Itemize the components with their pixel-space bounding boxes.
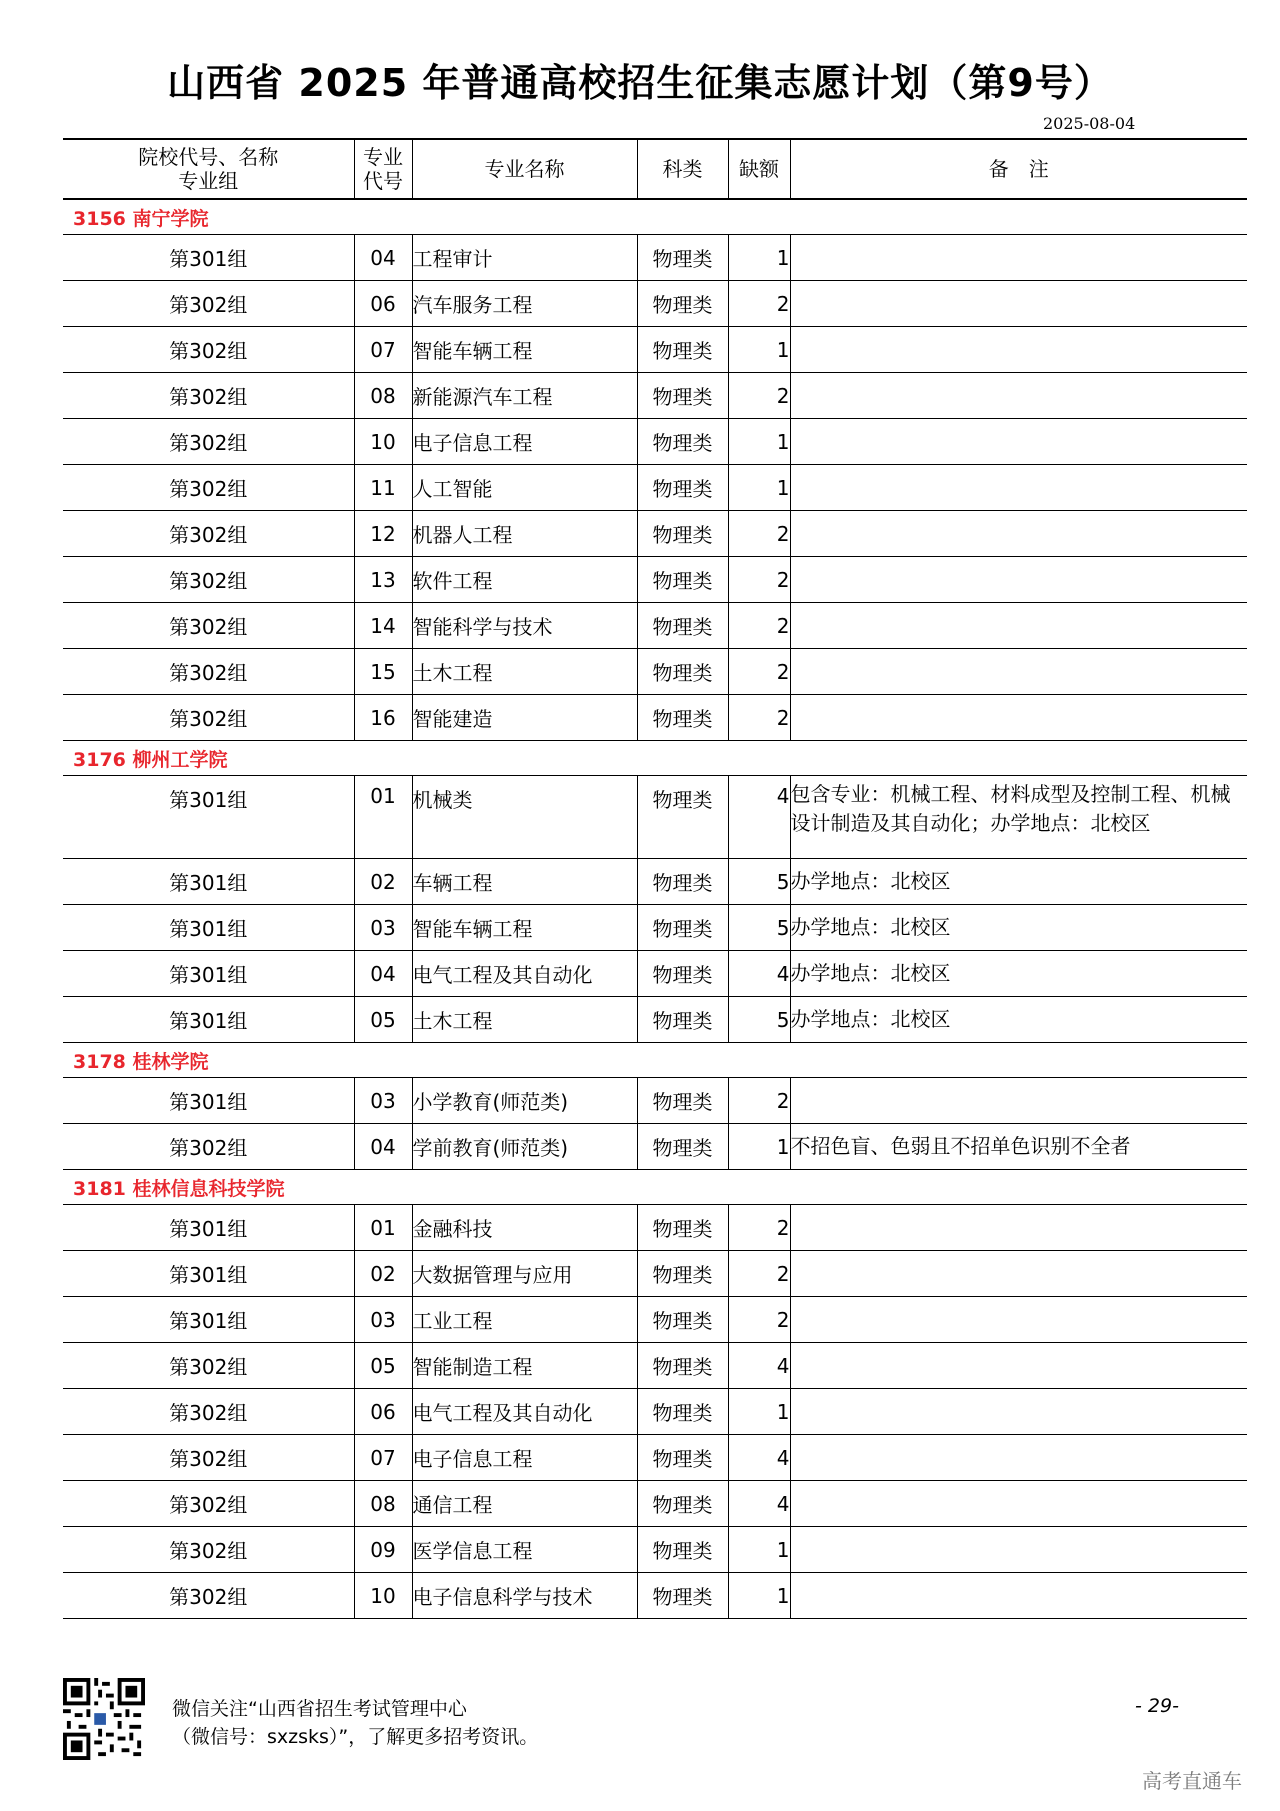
group-cell: 第302组 xyxy=(63,649,354,695)
table-row xyxy=(63,1078,1247,1124)
group-cell: 第302组 xyxy=(63,373,354,419)
note-cell xyxy=(790,281,1247,327)
code-cell: 14 xyxy=(354,603,412,649)
note-cell xyxy=(790,419,1247,465)
category-cell: 物理类 xyxy=(637,419,728,465)
code-cell: 04 xyxy=(354,1124,412,1170)
note-cell xyxy=(790,1205,1247,1251)
group-cell: 第302组 xyxy=(63,1481,354,1527)
category-cell: 物理类 xyxy=(637,776,728,859)
header-code xyxy=(354,139,412,199)
note-cell xyxy=(790,1573,1247,1619)
school-name: 3156 南宁学院 xyxy=(63,199,1247,235)
watermark: 高考直通车 xyxy=(1142,1769,1242,1793)
category-cell: 物理类 xyxy=(637,951,728,997)
code-cell: 10 xyxy=(354,419,412,465)
quota-cell: 1 xyxy=(728,1389,790,1435)
major-cell: 软件工程 xyxy=(412,557,637,603)
quota-cell: 4 xyxy=(728,776,790,859)
major-cell: 汽车服务工程 xyxy=(412,281,637,327)
quota-cell: 2 xyxy=(728,603,790,649)
group-cell: 第302组 xyxy=(63,1343,354,1389)
quota-cell: 2 xyxy=(728,373,790,419)
category-cell: 物理类 xyxy=(637,1481,728,1527)
note-cell xyxy=(790,695,1247,741)
plan-body xyxy=(63,199,1247,1619)
major-cell: 智能车辆工程 xyxy=(412,905,637,951)
group-cell: 第302组 xyxy=(63,557,354,603)
quota-cell: 5 xyxy=(728,859,790,905)
code-cell: 06 xyxy=(354,1389,412,1435)
plan-table xyxy=(63,138,1247,1619)
major-cell: 智能车辆工程 xyxy=(412,327,637,373)
quota-cell: 2 xyxy=(728,1251,790,1297)
school-row xyxy=(63,199,1247,235)
note-cell xyxy=(790,1527,1247,1573)
table-row xyxy=(63,1573,1247,1619)
quota-cell: 5 xyxy=(728,997,790,1043)
table-row xyxy=(63,327,1247,373)
header-code-line1: 专业 xyxy=(363,145,403,169)
note-cell: 办学地点：北校区 xyxy=(790,997,1247,1043)
code-cell: 03 xyxy=(354,1297,412,1343)
code-cell: 03 xyxy=(354,1078,412,1124)
major-cell: 学前教育(师范类) xyxy=(412,1124,637,1170)
group-cell: 第302组 xyxy=(63,419,354,465)
header-group-line1: 院校代号、名称 xyxy=(138,145,279,169)
category-cell: 物理类 xyxy=(637,649,728,695)
footer-text xyxy=(172,1695,538,1751)
code-cell: 05 xyxy=(354,997,412,1043)
category-cell: 物理类 xyxy=(637,373,728,419)
school-name: 3176 柳州工学院 xyxy=(63,741,1247,776)
qr-code-icon xyxy=(63,1678,145,1760)
group-cell: 第302组 xyxy=(63,1124,354,1170)
quota-cell: 2 xyxy=(728,649,790,695)
major-cell: 工业工程 xyxy=(412,1297,637,1343)
note-cell: 包含专业：机械工程、材料成型及控制工程、机械设计制造及其自动化；办学地点：北校区 xyxy=(790,776,1247,859)
major-cell: 金融科技 xyxy=(412,1205,637,1251)
table-header-row xyxy=(63,139,1247,199)
quota-cell: 4 xyxy=(728,1481,790,1527)
school-row xyxy=(63,1043,1247,1078)
note-cell: 办学地点：北校区 xyxy=(790,951,1247,997)
major-cell: 土木工程 xyxy=(412,997,637,1043)
category-cell: 物理类 xyxy=(637,1078,728,1124)
quota-cell: 4 xyxy=(728,1435,790,1481)
note-cell xyxy=(790,603,1247,649)
category-cell: 物理类 xyxy=(637,1297,728,1343)
table-row xyxy=(63,1297,1247,1343)
footer-line2: （微信号：sxzsks）”，了解更多招考资讯。 xyxy=(172,1726,539,1748)
group-cell: 第302组 xyxy=(63,1435,354,1481)
code-cell: 08 xyxy=(354,1481,412,1527)
group-cell: 第301组 xyxy=(63,235,354,281)
school-name: 3178 桂林学院 xyxy=(63,1043,1247,1078)
code-cell: 02 xyxy=(354,859,412,905)
table-row xyxy=(63,1481,1247,1527)
code-cell: 10 xyxy=(354,1573,412,1619)
table-row xyxy=(63,1527,1247,1573)
table-row xyxy=(63,1205,1247,1251)
quota-cell: 2 xyxy=(728,1205,790,1251)
quota-cell: 1 xyxy=(728,465,790,511)
table-row xyxy=(63,373,1247,419)
quota-cell: 4 xyxy=(728,1343,790,1389)
group-cell: 第301组 xyxy=(63,997,354,1043)
major-cell: 机械类 xyxy=(412,776,637,859)
quota-cell: 1 xyxy=(728,419,790,465)
code-cell: 05 xyxy=(354,1343,412,1389)
note-cell xyxy=(790,1251,1247,1297)
note-cell xyxy=(790,1078,1247,1124)
category-cell: 物理类 xyxy=(637,603,728,649)
page-title: 山西省 2025 年普通高校招生征集志愿计划（第9号） xyxy=(167,61,1113,105)
quota-cell: 2 xyxy=(728,1297,790,1343)
category-cell: 物理类 xyxy=(637,1389,728,1435)
table-row xyxy=(63,1251,1247,1297)
category-cell: 物理类 xyxy=(637,1343,728,1389)
footer-line1: 微信关注“山西省招生考试管理中心 xyxy=(172,1698,467,1720)
note-cell xyxy=(790,327,1247,373)
group-cell: 第302组 xyxy=(63,327,354,373)
group-cell: 第301组 xyxy=(63,905,354,951)
note-cell xyxy=(790,1389,1247,1435)
category-cell: 物理类 xyxy=(637,1573,728,1619)
code-cell: 03 xyxy=(354,905,412,951)
note-cell xyxy=(790,1343,1247,1389)
major-cell: 智能制造工程 xyxy=(412,1343,637,1389)
page-number: - 29- xyxy=(1135,1695,1179,1717)
school-name: 3181 桂林信息科技学院 xyxy=(63,1170,1247,1205)
table-row xyxy=(63,649,1247,695)
note-cell xyxy=(790,1435,1247,1481)
major-cell: 智能科学与技术 xyxy=(412,603,637,649)
major-cell: 新能源汽车工程 xyxy=(412,373,637,419)
major-cell: 电子信息工程 xyxy=(412,419,637,465)
table-row xyxy=(63,557,1247,603)
quota-cell: 4 xyxy=(728,951,790,997)
code-cell: 04 xyxy=(354,235,412,281)
header-note: 备 注 xyxy=(790,139,1247,199)
table-row xyxy=(63,695,1247,741)
group-cell: 第301组 xyxy=(63,1205,354,1251)
table-row xyxy=(63,859,1247,905)
code-cell: 09 xyxy=(354,1527,412,1573)
table-row xyxy=(63,997,1247,1043)
quota-cell: 2 xyxy=(728,511,790,557)
group-cell: 第302组 xyxy=(63,281,354,327)
school-row xyxy=(63,1170,1247,1205)
note-cell xyxy=(790,1297,1247,1343)
header-quota: 缺额 xyxy=(728,139,790,199)
code-cell: 07 xyxy=(354,1435,412,1481)
code-cell: 01 xyxy=(354,776,412,859)
code-cell: 01 xyxy=(354,1205,412,1251)
note-cell: 不招色盲、色弱且不招单色识别不全者 xyxy=(790,1124,1247,1170)
table-row xyxy=(63,776,1247,859)
table-row xyxy=(63,419,1247,465)
major-cell: 工程审计 xyxy=(412,235,637,281)
table-row xyxy=(63,511,1247,557)
header-code-line2: 代号 xyxy=(363,169,403,193)
table-row xyxy=(63,1124,1247,1170)
major-cell: 电气工程及其自动化 xyxy=(412,1389,637,1435)
group-cell: 第301组 xyxy=(63,1297,354,1343)
group-cell: 第302组 xyxy=(63,1527,354,1573)
note-cell xyxy=(790,235,1247,281)
note-cell xyxy=(790,557,1247,603)
quota-cell: 1 xyxy=(728,1527,790,1573)
quota-cell: 1 xyxy=(728,1573,790,1619)
major-cell: 车辆工程 xyxy=(412,859,637,905)
code-cell: 11 xyxy=(354,465,412,511)
quota-cell: 2 xyxy=(728,557,790,603)
table-row xyxy=(63,1343,1247,1389)
major-cell: 人工智能 xyxy=(412,465,637,511)
table-row xyxy=(63,281,1247,327)
major-cell: 通信工程 xyxy=(412,1481,637,1527)
category-cell: 物理类 xyxy=(637,235,728,281)
header-group-line2: 专业组 xyxy=(178,169,239,193)
table-row xyxy=(63,235,1247,281)
quota-cell: 2 xyxy=(728,1078,790,1124)
table-row xyxy=(63,603,1247,649)
group-cell: 第301组 xyxy=(63,859,354,905)
table-row xyxy=(63,905,1247,951)
group-cell: 第302组 xyxy=(63,465,354,511)
code-cell: 16 xyxy=(354,695,412,741)
category-cell: 物理类 xyxy=(637,905,728,951)
code-cell: 13 xyxy=(354,557,412,603)
category-cell: 物理类 xyxy=(637,511,728,557)
quota-cell: 1 xyxy=(728,327,790,373)
major-cell: 小学教育(师范类) xyxy=(412,1078,637,1124)
note-cell xyxy=(790,511,1247,557)
quota-cell: 2 xyxy=(728,695,790,741)
quota-cell: 1 xyxy=(728,235,790,281)
category-cell: 物理类 xyxy=(637,281,728,327)
category-cell: 物理类 xyxy=(637,557,728,603)
category-cell: 物理类 xyxy=(637,859,728,905)
code-cell: 08 xyxy=(354,373,412,419)
group-cell: 第302组 xyxy=(63,1389,354,1435)
header-major: 专业名称 xyxy=(412,139,637,199)
code-cell: 02 xyxy=(354,1251,412,1297)
major-cell: 电子信息工程 xyxy=(412,1435,637,1481)
major-cell: 智能建造 xyxy=(412,695,637,741)
header-category: 科类 xyxy=(637,139,728,199)
group-cell: 第301组 xyxy=(63,1251,354,1297)
major-cell: 大数据管理与应用 xyxy=(412,1251,637,1297)
table-row xyxy=(63,951,1247,997)
table-row xyxy=(63,465,1247,511)
note-cell: 办学地点：北校区 xyxy=(790,905,1247,951)
note-cell xyxy=(790,465,1247,511)
major-cell: 电子信息科学与技术 xyxy=(412,1573,637,1619)
code-cell: 12 xyxy=(354,511,412,557)
category-cell: 物理类 xyxy=(637,327,728,373)
quota-cell: 2 xyxy=(728,281,790,327)
code-cell: 06 xyxy=(354,281,412,327)
note-cell xyxy=(790,373,1247,419)
major-cell: 土木工程 xyxy=(412,649,637,695)
note-cell xyxy=(790,649,1247,695)
code-cell: 04 xyxy=(354,951,412,997)
note-cell: 办学地点：北校区 xyxy=(790,859,1247,905)
category-cell: 物理类 xyxy=(637,1124,728,1170)
table-row xyxy=(63,1389,1247,1435)
quota-cell: 5 xyxy=(728,905,790,951)
group-cell: 第302组 xyxy=(63,1573,354,1619)
group-cell: 第302组 xyxy=(63,511,354,557)
category-cell: 物理类 xyxy=(637,1205,728,1251)
publish-date: 2025-08-04 xyxy=(1043,114,1136,133)
category-cell: 物理类 xyxy=(637,1527,728,1573)
major-cell: 电气工程及其自动化 xyxy=(412,951,637,997)
category-cell: 物理类 xyxy=(637,1435,728,1481)
category-cell: 物理类 xyxy=(637,997,728,1043)
category-cell: 物理类 xyxy=(637,1251,728,1297)
major-cell: 机器人工程 xyxy=(412,511,637,557)
category-cell: 物理类 xyxy=(637,465,728,511)
group-cell: 第301组 xyxy=(63,776,354,859)
group-cell: 第302组 xyxy=(63,695,354,741)
code-cell: 07 xyxy=(354,327,412,373)
group-cell: 第301组 xyxy=(63,1078,354,1124)
major-cell: 医学信息工程 xyxy=(412,1527,637,1573)
group-cell: 第302组 xyxy=(63,603,354,649)
table-row xyxy=(63,1435,1247,1481)
quota-cell: 1 xyxy=(728,1124,790,1170)
group-cell: 第301组 xyxy=(63,951,354,997)
school-row xyxy=(63,741,1247,776)
note-cell xyxy=(790,1481,1247,1527)
code-cell: 15 xyxy=(354,649,412,695)
header-group xyxy=(63,139,354,199)
category-cell: 物理类 xyxy=(637,695,728,741)
